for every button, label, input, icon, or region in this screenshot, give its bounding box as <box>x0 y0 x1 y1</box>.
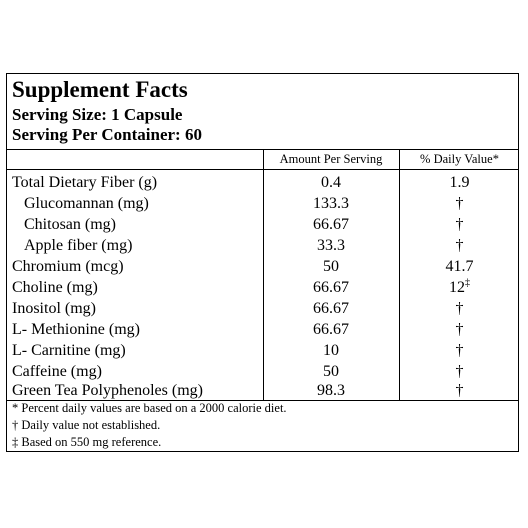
nutrient-amount: 10 <box>323 342 339 359</box>
footnote-mark: ‡ <box>465 277 470 289</box>
nutrient-daily-value: † <box>455 300 464 317</box>
nutrient-name: Caffeine (mg) <box>12 363 102 380</box>
nutrient-name: Choline (mg) <box>12 279 98 296</box>
footnote: ‡ Based on 550 mg reference. <box>12 435 162 449</box>
nutrient-amount: 66.67 <box>313 321 349 338</box>
nutrient-name: L- Methionine (mg) <box>12 321 140 338</box>
servings-per-container: Serving Per Container: 60 <box>12 125 202 144</box>
nutrient-daily-value: † <box>455 342 464 359</box>
nutrient-daily-value: † <box>455 195 464 212</box>
nutrient-daily-value: 41.7 <box>445 258 474 275</box>
nutrient-name: Glucomannan (mg) <box>24 195 149 212</box>
footnotes <box>12 400 287 451</box>
nutrient-daily-value: † <box>455 237 464 254</box>
nutrient-amount: 66.67 <box>313 216 349 233</box>
nutrient-daily-value: 1.9 <box>449 174 470 191</box>
nutrient-name: Chitosan (mg) <box>24 216 116 233</box>
nutrient-name: Total Dietary Fiber (g) <box>12 174 158 191</box>
footnote: * Percent daily values are based on a 2000 calorie diet. <box>12 401 287 415</box>
nutrient-amount: 50 <box>323 363 339 380</box>
table-row <box>7 298 518 319</box>
column-header-amount: Amount Per Serving <box>279 152 383 166</box>
table-row <box>7 277 518 298</box>
nutrient-daily-value <box>399 277 520 298</box>
nutrient-amount: 50 <box>323 258 339 275</box>
nutrient-amount: 0.4 <box>321 174 341 191</box>
table-row <box>7 380 518 401</box>
nutrient-amount: 66.67 <box>313 279 349 296</box>
nutrient-name: Chromium (mcg) <box>12 258 124 275</box>
table-row <box>7 214 518 235</box>
table-row <box>7 256 518 277</box>
nutrient-name: Inositol (mg) <box>12 300 96 317</box>
nutrient-amount: 98.3 <box>317 382 345 399</box>
table-row <box>7 361 518 382</box>
nutrient-name: Green Tea Polyphenoles (mg) <box>12 382 203 399</box>
table-row <box>7 193 518 214</box>
nutrient-amount: 66.67 <box>313 300 349 317</box>
table-row <box>7 340 518 361</box>
table-row <box>7 172 518 193</box>
serving-size: Serving Size: 1 Capsule <box>12 105 183 124</box>
nutrient-daily-value: † <box>455 382 464 399</box>
table-row <box>7 319 518 340</box>
panel-header <box>7 74 518 149</box>
nutrient-daily-value: † <box>455 363 464 380</box>
nutrient-daily-value: † <box>455 321 464 338</box>
nutrient-amount: 133.3 <box>313 195 349 212</box>
panel-title: Supplement Facts <box>12 77 188 102</box>
nutrient-name: Apple fiber (mg) <box>24 237 133 254</box>
nutrient-name: L- Carnitine (mg) <box>12 342 126 359</box>
footnote: † Daily value not established. <box>12 418 161 432</box>
table-row <box>7 235 518 256</box>
column-header-daily-value: % Daily Value* <box>420 152 499 166</box>
nutrient-amount: 33.3 <box>317 237 345 254</box>
nutrient-daily-value: † <box>455 216 464 233</box>
daily-value-number: 12 <box>449 279 465 296</box>
supplement-facts-panel <box>6 73 519 452</box>
